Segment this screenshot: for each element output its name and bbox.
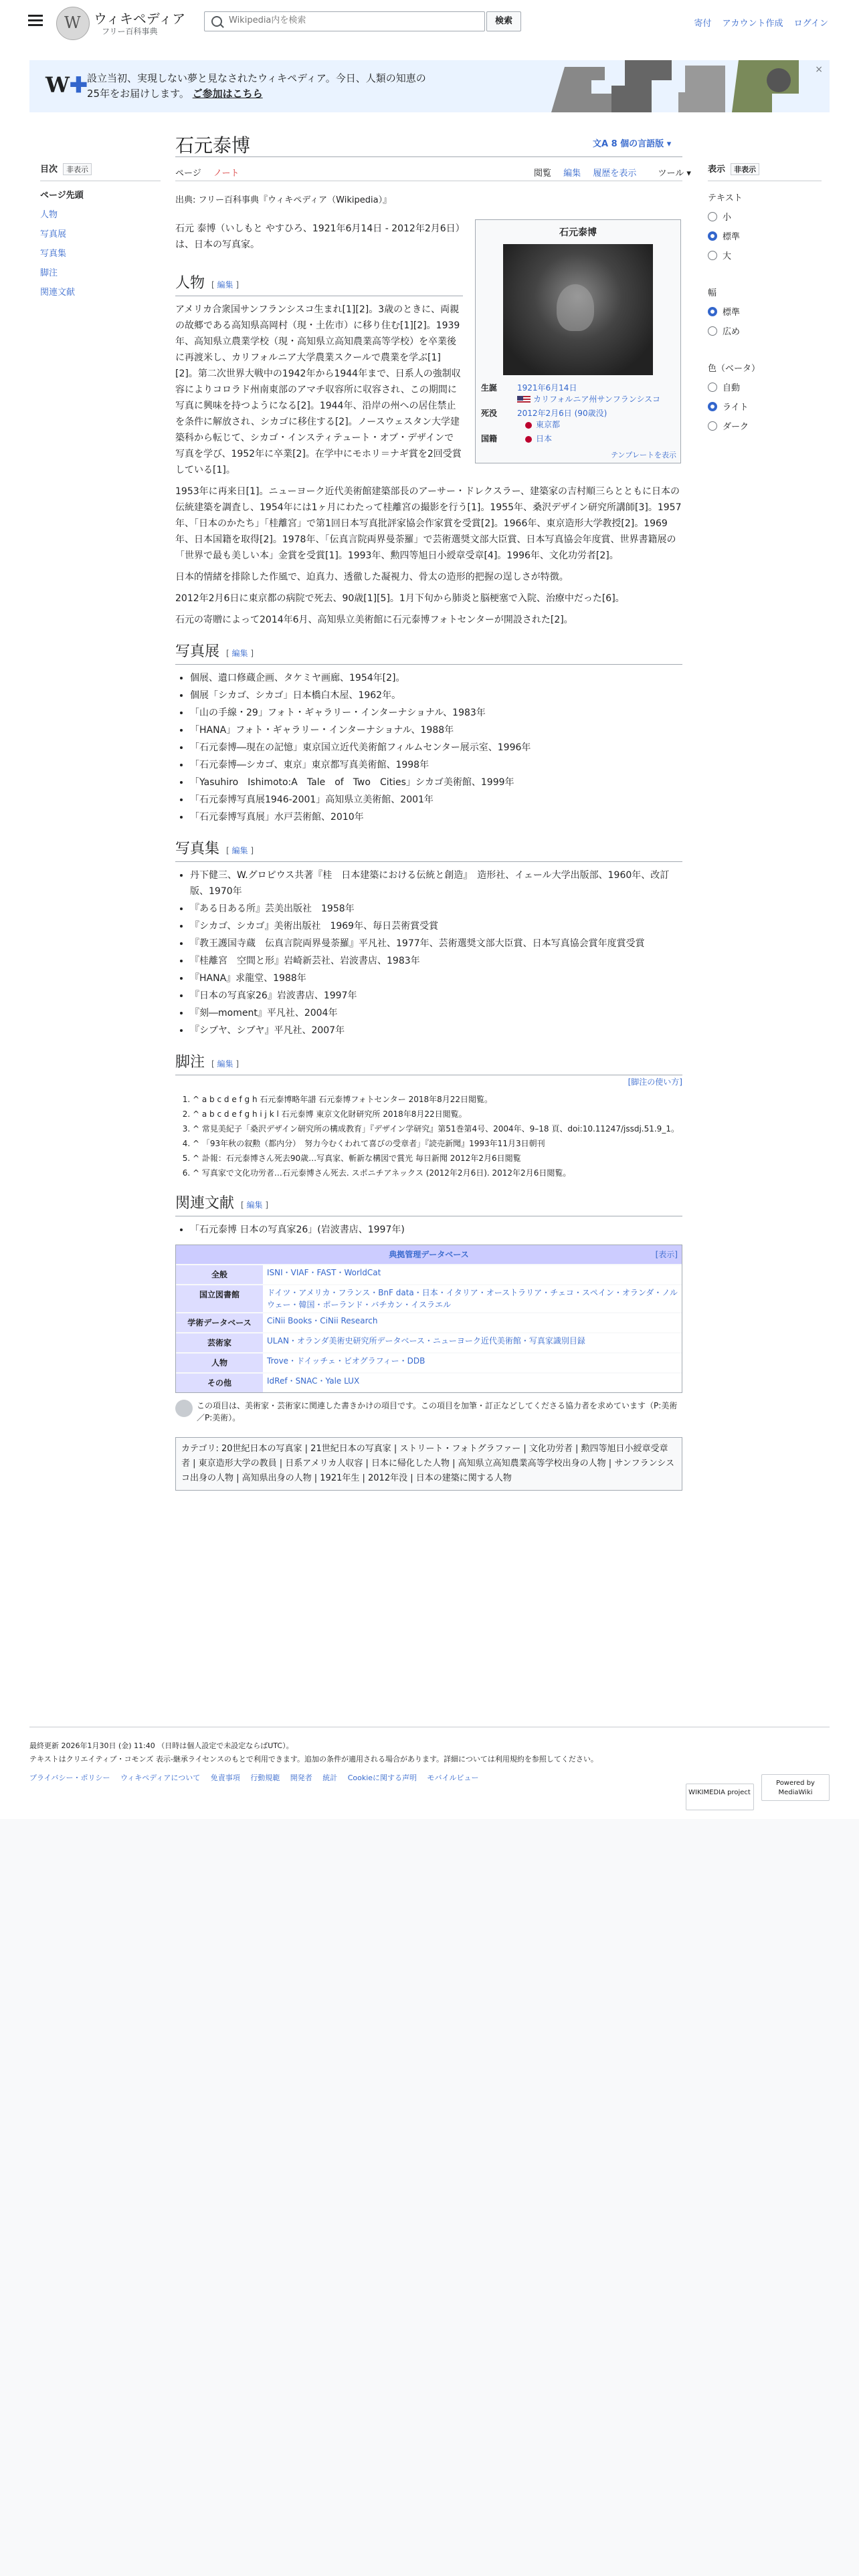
edit-link[interactable]: [ 編集 ]	[241, 1200, 268, 1210]
color-auto[interactable]	[708, 381, 822, 393]
section-heading-literature	[175, 1196, 682, 1216]
edit-link[interactable]: [ 編集 ]	[226, 846, 254, 855]
footer-link[interactable]: モバイルビュー	[427, 1774, 479, 1782]
list-item: • 「石元泰博―現在の記憶」東京国立近代美術館フィルムセンター展示室、1996年	[190, 740, 682, 756]
page-title: 石元泰博	[175, 134, 251, 156]
option-label: 小	[723, 213, 732, 223]
view-tabs	[524, 166, 691, 179]
table-of-contents	[40, 162, 161, 304]
color-title: 色（ベータ）	[708, 364, 761, 374]
authority-key: 芸術家	[176, 1333, 263, 1352]
list-item: • 『シブヤ、シブヤ』平凡社、2007年	[190, 1023, 682, 1039]
reference-item: 4. ^ 「93年秋の叙勲（都内分） 努力今むくわれて喜びの受章者」『読売新聞』1993年11月3日朝刊	[193, 1137, 682, 1150]
mediawiki-badge[interactable]: Powered by MediaWiki	[761, 1774, 830, 1801]
footer-link[interactable]: 免責事項	[210, 1774, 240, 1782]
death-place[interactable]: 東京都	[536, 420, 561, 429]
template-link[interactable]: テンプレートを表示	[610, 451, 676, 459]
page-background	[0, 1819, 859, 2576]
reference-list	[175, 1093, 682, 1180]
site-subtitle: フリー百科事典	[102, 27, 158, 36]
exhibitions-list	[175, 670, 682, 825]
footer-link[interactable]: 統計	[322, 1774, 338, 1782]
category-links[interactable]: カテゴリ: 20世紀日本の写真家 | 21世紀日本の写真家 | ストリート・フォトグラファー | 文化功労者 | 勲四等旭日小綬章受章者 | 東京造形大学の教員 | 日系アメリカ人収容 | 日本に帰化した人物 | 高知県立高知農業高等学校出身の人物 | サンフランシスコ出身の人物 | 高知県出身の人物 | 1921年生 | 2012年没 | 日本の建築に関する人物	[175, 1437, 682, 1491]
width-standard[interactable]	[708, 305, 822, 318]
reference-item: 6. ^ 写真家で文化功労者…石元泰博さん死去. スポニチアネックス (2012年2月6日). 2012年2月6日閲覧。	[193, 1166, 682, 1180]
tab-page[interactable]: ページ	[175, 169, 201, 179]
toc-item-top[interactable]: ページ先頭	[40, 191, 84, 201]
edit-link[interactable]: [ 編集 ]	[211, 1059, 239, 1069]
option-label: 自動	[723, 383, 741, 393]
list-item: • 「石元泰博写真展」水戸芸術館、2010年	[190, 809, 682, 825]
stub-notice	[175, 1400, 682, 1424]
edit-link[interactable]: [ 編集 ]	[211, 280, 239, 290]
banner-message: 設立当初、実現しない夢と見なされたウィキペディア。今日、人類の知恵の25年をお届けします。	[87, 72, 426, 100]
article-content	[175, 187, 682, 1491]
authority-row	[176, 1332, 682, 1352]
list-item: • 『刻―moment』平凡社、2004年	[190, 1005, 682, 1021]
toc-header	[40, 162, 161, 175]
option-label: ダーク	[723, 422, 749, 432]
reference-item: 3. ^ 常見美紀子「桑沢デザイン研究所の構成教育」『デザイン学研究』第51巻第4号、2004年、9–18 頁、doi:10.11247/jssdj.51.9_1。	[193, 1122, 682, 1136]
radio-icon	[708, 212, 717, 221]
fundraising-banner	[29, 60, 830, 112]
tab-talk[interactable]: ノート	[213, 169, 240, 179]
list-item: • 「山の手線・29」フォト・ギャラリー・インターナショナル、1983年	[190, 705, 682, 721]
footer-link[interactable]: ウィキペディアについて	[120, 1774, 201, 1782]
authority-value[interactable]: ULAN・オランダ美術史研究所データベース・ニューヨーク近代美術館・写真家識別目録	[263, 1333, 682, 1352]
toc-item-person[interactable]: 人物	[40, 210, 58, 220]
list-item: • 個展、遺口修蔵企画、タケミヤ画廊、1954年[2]。	[190, 670, 682, 686]
width-wide[interactable]	[708, 324, 822, 337]
reference-item: 2. ^ a b c d e f g h i j k l 石元泰博 東京文化財研究所 2018年8月22日閲覧。	[193, 1107, 682, 1121]
login-link[interactable]: ログイン	[793, 19, 828, 29]
authority-row	[176, 1372, 682, 1392]
nationality[interactable]: 日本	[536, 434, 553, 443]
main-menu-icon[interactable]	[28, 15, 43, 27]
list-item: • 「Yasuhiro Ishimoto:A Tale of Two Cities」シカゴ美術館、1999年	[190, 774, 682, 790]
option-label: ライト	[723, 403, 749, 413]
authority-key: 全般	[176, 1265, 263, 1284]
puzzle-image-icon	[538, 60, 819, 112]
authority-value[interactable]: CiNii Books・CiNii Research	[263, 1313, 682, 1332]
appearance-panel	[708, 162, 822, 439]
footer-link[interactable]: プライバシー・ポリシー	[29, 1774, 110, 1782]
authority-value[interactable]: ISNI・VIAF・FAST・WorldCat	[263, 1265, 682, 1284]
authority-row	[176, 1352, 682, 1372]
footer-link[interactable]: 開発者	[290, 1774, 312, 1782]
death-date[interactable]: 2012年2月6日 (90歳没)	[517, 409, 607, 418]
toc-item-literature[interactable]: 関連文献	[40, 288, 76, 298]
authority-title	[176, 1245, 682, 1264]
tab-edit[interactable]: 編集	[563, 169, 581, 179]
footer-badges	[680, 1774, 830, 1810]
person-paragraph-1: アメリカ合衆国サンフランシスコ生まれ[1][2]。3歳のときに、両親の故郷である高知県高岡村（現・土佐市）に移り住む[1][2]。1939年、高知県立農業学校（現・高知県立高知農業高等学校）を卒業後に再渡米し、カリフォルニア大学農業スクールで農業を学ぶ[1][2]。第二次世界大戦中の1942年から1944年まで、日系人の強制収容によりコロラド州南東部のアマチ収容所に収容され、この期間に写真に興味を持つようになる[2]。1944年、沿岸の州への居住禁止を条件に解放され、シカゴに移住する[2]。ノースウェスタン大学建築科から転じて、シカゴ・インスティテュート・オブ・デザインで写真を学び、1952年に卒業[2]。在学中にモホリ＝ナギ賞を2回受賞している[1]。	[175, 304, 462, 475]
references	[175, 1075, 682, 1180]
toc-item-books[interactable]: 写真集	[40, 249, 67, 259]
text-size-title: テキスト	[708, 193, 743, 203]
namespace-tabs	[175, 166, 249, 179]
donate-link[interactable]: 寄付	[694, 19, 712, 29]
tools-label: ツール	[658, 169, 684, 179]
footer-link[interactable]: Cookieに関する声明	[347, 1774, 417, 1782]
list-item: • 「石元泰博 日本の写真家26」(岩波書店、1997年)	[190, 1222, 682, 1238]
literature-list	[175, 1222, 682, 1238]
tab-tools[interactable]: ツール ▾	[658, 169, 691, 179]
banner-text	[87, 71, 435, 102]
radio-icon	[708, 421, 717, 431]
last-modified: 最終更新 2026年1月30日 (金) 11:40 （日時は個人設定で未設定ならばUTC）。	[29, 1741, 294, 1750]
edit-link[interactable]: [ 編集 ]	[226, 649, 254, 658]
language-button[interactable]: 文A 8 個の言語版 ▾	[593, 139, 672, 149]
authority-value[interactable]: IdRef・SNAC・Yale LUX	[263, 1374, 682, 1392]
stub-text: この項目は、美術家・芸術家に関連した書きかけの項目です。この項目を加筆・訂正などしてくださる協力者を求めています（P:美術／P:美術）。	[197, 1401, 678, 1422]
authority-toggle[interactable]: [表示]	[655, 1250, 678, 1259]
section-heading-notes	[175, 1055, 682, 1075]
radio-selected-icon	[708, 231, 717, 241]
death-label: 死没	[481, 409, 498, 418]
toc-hide-button[interactable]: 非表示	[63, 163, 92, 175]
authority-row	[176, 1284, 682, 1312]
color-dark[interactable]	[708, 419, 822, 432]
person-paragraph-2: 1953年に再来日[1]。ニューヨーク近代美術館建築部長のアーサー・ドレクスラー、建築家の吉村順三らとともに日本の伝統建築を調査し、1954年には1ヶ月にわたって桂離宮の撮影を行う[1]。1955年、桑沢デザイン研究所講師[3]。1957年、「日本のかたち」「桂離宮」で第1回日本写真批評家協会作家賞を受賞[2]。1966年、東京造形大学教授[2]。1969年、日本国籍を取得[2]。1978年、「伝真言院両界曼荼羅」で芸術選奨文部大臣賞、日本写真協会年度賞、世界書籍展の「世界で最も美しい本」金賞を受賞[1]。1993年、勲四等旭日小綬章受章[4]。1996年、文化功労者[2]。	[175, 486, 682, 561]
footnote-usage-link[interactable]: [脚注の使い方]	[628, 1077, 682, 1087]
list-item: • 『桂離宮 空間と形』岩崎新芸社、岩波書店、1983年	[190, 953, 682, 969]
person-paragraph-3: 日本的情緒を排除した作風で、迫真力、透徹した凝視力、骨太の造形的把握の逞しさが特徴。	[175, 572, 569, 582]
width-title: 幅	[708, 288, 717, 298]
search-box	[204, 11, 485, 31]
radio-icon	[708, 383, 717, 392]
authority-value[interactable]: Trove・ドイッチェ・ビオグラフィー・DDB	[263, 1354, 682, 1372]
heading-text: 写真集	[175, 841, 220, 857]
section-heading-exhibitions	[175, 644, 682, 665]
radio-selected-icon	[708, 402, 717, 411]
authority-row	[176, 1264, 682, 1284]
language-count: 8 個の言語版	[611, 139, 664, 149]
close-icon[interactable]: ×	[815, 64, 823, 75]
option-label: 広め	[723, 327, 741, 337]
site-title[interactable]: ウィキペディア	[94, 11, 186, 27]
option-label: 大	[723, 251, 732, 261]
list-item: • 『シカゴ、シカゴ』美術出版社 1969年、毎日芸術賞受賞	[190, 918, 682, 934]
born-place[interactable]: カリフォルニア州サンフランシスコ	[533, 395, 661, 404]
heading-text: 人物	[175, 275, 205, 292]
wikipedia-logo-icon[interactable]	[56, 7, 90, 40]
appearance-header	[708, 162, 822, 175]
toc-title: 目次	[40, 165, 58, 175]
page-footer	[29, 1727, 830, 1796]
authority-key: 国立図書館	[176, 1285, 263, 1312]
intro-paragraph: 石元 泰博（いしもと やすひろ、1921年6月14日 - 2012年2月6日）は、日本の写真家。	[175, 223, 460, 250]
list-item: • 『日本の写真家26』岩波書店、1997年	[190, 988, 682, 1004]
radio-icon	[708, 251, 717, 260]
option-label: 標準	[723, 232, 741, 242]
list-item: • 「石元泰博―シカゴ、東京」東京都写真美術館、1998年	[190, 757, 682, 773]
reference-item: 1. ^ a b c d e f g h 石元泰博略年譜 石元泰博フォトセンター 2018年8月22日閲覧。	[193, 1093, 682, 1106]
footer-link[interactable]: 行動規範	[250, 1774, 280, 1782]
born-label: 生誕	[481, 383, 498, 393]
banner-cta-link[interactable]: ご参加はこちら	[192, 88, 263, 100]
text-size-small[interactable]	[708, 210, 822, 223]
heading-text: 写真展	[175, 643, 220, 660]
authority-value[interactable]: ドイツ・アメリカ・フランス・BnF data・日本・イタリア・オーストラリア・チェコ・スペイン・オランダ・ノルウェー・韓国・ポーランド・バチカン・イスラエル	[263, 1285, 682, 1312]
text-size-large[interactable]	[708, 249, 822, 261]
list-item: • 「HANA」フォト・ギャラリー・インターナショナル、1988年	[190, 722, 682, 738]
list-item: • 丹下健三、W.グロピウス共著『桂 日本建築における伝統と創造』 造形社、イェール大学出版部、1960年、改訂版、1970年	[190, 867, 682, 899]
site-header	[0, 0, 859, 44]
nationality-label: 国籍	[481, 434, 498, 443]
art-stub-icon	[175, 1400, 193, 1417]
option-label: 標準	[723, 308, 741, 318]
radio-selected-icon	[708, 307, 717, 316]
born-date[interactable]: 1921年6月14日	[517, 383, 577, 393]
heading-text: 脚注	[175, 1054, 205, 1071]
radio-icon	[708, 326, 717, 336]
authority-control	[175, 1245, 682, 1393]
list-item: • 『教王護国寺蔵 伝真言院両界曼荼羅』平凡社、1977年、芸術選奨文部大臣賞、日本写真協会賞年度賞受賞	[190, 936, 682, 952]
authority-row	[176, 1312, 682, 1332]
list-item: • 個展「シカゴ、シカゴ」日本橋白木屋、1962年。	[190, 687, 682, 704]
from-line: 出典: フリー百科事典『ウィキペディア（Wikipedia）』	[175, 195, 392, 205]
text-size-standard[interactable]	[708, 229, 822, 242]
infobox-title: 石元泰博	[559, 227, 597, 238]
authority-title-link[interactable]: 典拠管理データベース	[389, 1250, 469, 1259]
toc-item-exhibitions[interactable]: 写真展	[40, 229, 67, 239]
list-item: • 『HANA』求龍堂、1988年	[190, 970, 682, 986]
create-account-link[interactable]: アカウント作成	[722, 19, 783, 29]
search-input[interactable]	[227, 15, 478, 26]
color-light[interactable]	[708, 400, 822, 413]
reference-item: 5. ^ 訃報：石元泰博さん死去90歳…写真家、斬新な構図で賞光 毎日新聞 2012年2月6日閲覧	[193, 1152, 682, 1165]
section-heading-person	[175, 276, 463, 296]
search-button[interactable]: 検索	[486, 11, 521, 31]
toc-item-notes[interactable]: 脚注	[40, 268, 58, 278]
personal-tools	[686, 16, 828, 29]
appearance-hide-button[interactable]: 非表示	[731, 163, 759, 175]
w-plus-logo-icon: W✚	[45, 72, 88, 98]
heading-text: 関連文献	[175, 1195, 235, 1212]
authority-key: その他	[176, 1374, 263, 1392]
search-icon	[211, 16, 222, 27]
tab-history[interactable]: 履歴を表示	[593, 169, 637, 179]
list-item: • 「石元泰博写真展1946-2001」高知県立美術館、2001年	[190, 792, 682, 808]
authority-key: 人物	[176, 1354, 263, 1372]
person-paragraph-5: 石元の寄贈によって2014年6月、高知県立美術館に石元泰博フォトセンターが開設された[2]。	[175, 615, 573, 625]
license-text: テキストはクリエイティブ・コモンズ 表示-継承ライセンスのもとで利用できます。追加の条件が適用される場合があります。詳細については利用規約を参照してください。	[29, 1755, 598, 1763]
person-paragraph-4: 2012年2月6日に東京都の病院で死去、90歳[1][5]。1月下旬から肺炎と脳梗塞で入院、治療中だった[6]。	[175, 593, 625, 604]
appearance-title: 表示	[708, 165, 726, 175]
wikimedia-badge[interactable]: WIKIMEDIA project	[686, 1784, 754, 1810]
list-item: • 『ある日ある所』芸美出版社 1958年	[190, 901, 682, 917]
section-heading-books	[175, 841, 682, 862]
tab-read[interactable]: 閲覧	[534, 169, 552, 179]
books-list	[175, 867, 682, 1039]
authority-key: 学術データベース	[176, 1313, 263, 1332]
title-divider	[175, 156, 682, 157]
